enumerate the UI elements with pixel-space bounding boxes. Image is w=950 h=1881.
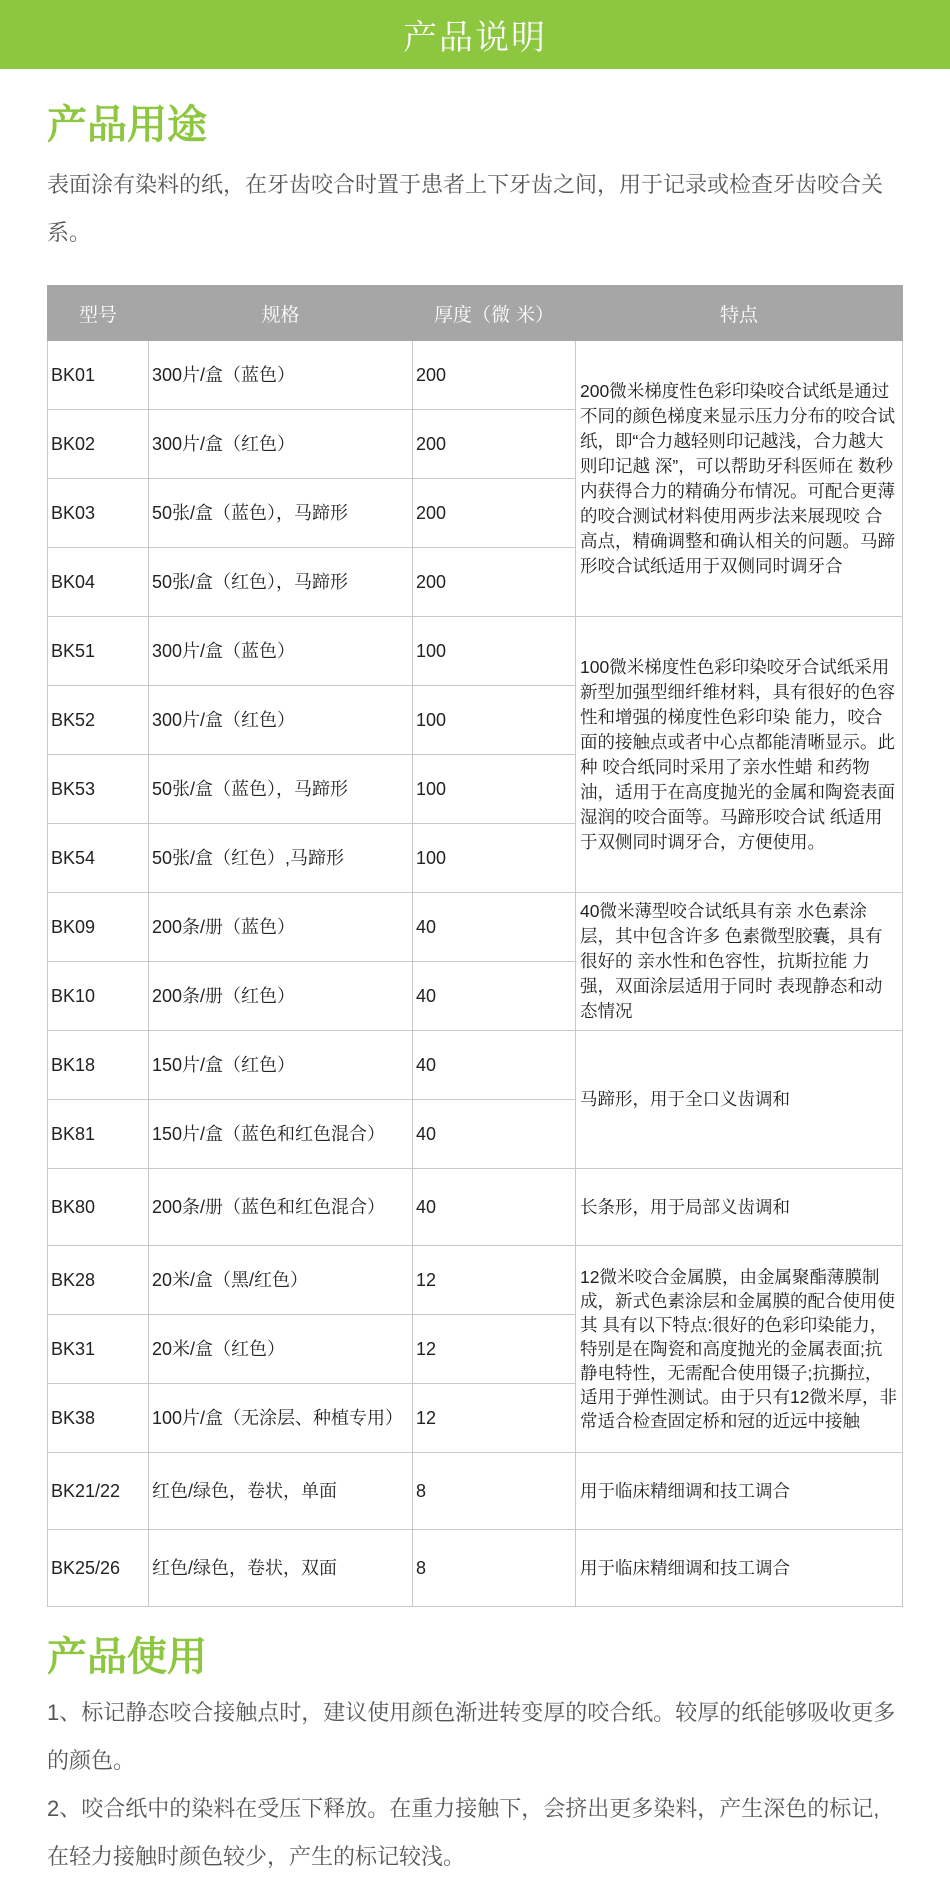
cell-features: 12微米咬合金属膜，由金属聚酯薄膜制成，新式色素涂层和金属膜的配合使用使其 具有以下特点:很好的色彩印染能力，特别是在陶瓷和高度抛光的金属表面;抗静电特性，无需配合使用镊子;抗撕拉，适用于弹性测试。由于只有12微米厚，非常适合检查固定桥和冠的近远中接触: [576, 1246, 903, 1453]
cell-thickness: 100: [413, 686, 576, 755]
cell-model: BK21/22: [48, 1453, 149, 1530]
cell-thickness: 40: [413, 1031, 576, 1100]
usage-item: 1、标记静态咬合接触点时，建议使用颜色渐进转变厚的咬合纸。较厚的纸能够吸收更多的颜色。: [47, 1700, 896, 1773]
cell-model: BK38: [48, 1384, 149, 1453]
cell-model: BK31: [48, 1315, 149, 1384]
table-row: [48, 1530, 903, 1607]
cell-thickness: 200: [413, 341, 576, 410]
cell-thickness: 8: [413, 1453, 576, 1530]
cell-spec: 红色/绿色，卷状，单面: [149, 1453, 413, 1530]
usage-item: 2、咬合纸中的染料在受压下释放。在重力接触下，会挤出更多染料，产生深色的标记,在轻力接触时颜色较少，产生的标记较浅。: [47, 1796, 880, 1869]
cell-model: BK54: [48, 824, 149, 893]
usage-list: [47, 1689, 900, 1881]
cell-thickness: 12: [413, 1246, 576, 1315]
header-banner: [0, 0, 950, 69]
cell-spec: 50张/盒（红色）,马蹄形: [149, 824, 413, 893]
cell-thickness: 100: [413, 617, 576, 686]
header-model: 型号: [48, 286, 149, 341]
cell-model: BK52: [48, 686, 149, 755]
cell-model: BK18: [48, 1031, 149, 1100]
cell-features: 200微米梯度性色彩印染咬合试纸是通过不同的颜色梯度来显示压力分布的咬合试 纸，即“合力越轻则印记越浅，合力越大则印记越 深”，可以帮助牙科医师在 数秒内获得合力的精确分布情况。可配合更薄的咬合测试材料使用两步法来展现咬 合高点，精确调整和确认相关的问题。马蹄形咬合试纸适用于双侧同时调牙合: [576, 341, 903, 617]
cell-model: BK03: [48, 479, 149, 548]
cell-spec: 红色/绿色，卷状，双面: [149, 1530, 413, 1607]
table-row: [48, 1246, 903, 1315]
page-title: 产品说明: [403, 19, 547, 57]
cell-model: BK09: [48, 893, 149, 962]
cell-spec: 200条/册（蓝色和红色混合）: [149, 1169, 413, 1246]
cell-thickness: 40: [413, 1100, 576, 1169]
usage-heading: 产品使用: [47, 1635, 207, 1679]
cell-thickness: 40: [413, 962, 576, 1031]
cell-features: 用于临床精细调和技工调合: [576, 1453, 903, 1530]
cell-thickness: 12: [413, 1384, 576, 1453]
cell-model: BK10: [48, 962, 149, 1031]
cell-thickness: 40: [413, 893, 576, 962]
purpose-heading: 产品用途: [47, 103, 207, 147]
table-row: [48, 1031, 903, 1100]
cell-spec: 200条/册（蓝色）: [149, 893, 413, 962]
table-row: [48, 1453, 903, 1530]
cell-spec: 300片/盒（红色）: [149, 686, 413, 755]
cell-features: 马蹄形，用于全口义齿调和: [576, 1031, 903, 1169]
cell-spec: 200条/册（红色）: [149, 962, 413, 1031]
cell-spec: 20米/盒（黑/红色）: [149, 1246, 413, 1315]
cell-thickness: 12: [413, 1315, 576, 1384]
cell-thickness: 40: [413, 1169, 576, 1246]
table-header-row: [48, 286, 903, 341]
cell-features: 用于临床精细调和技工调合: [576, 1530, 903, 1607]
cell-spec: 50张/盒（红色），马蹄形: [149, 548, 413, 617]
cell-thickness: 100: [413, 755, 576, 824]
cell-spec: 50张/盒（蓝色），马蹄形: [149, 755, 413, 824]
table-row: [48, 1169, 903, 1246]
cell-spec: 300片/盒（蓝色）: [149, 341, 413, 410]
cell-spec: 50张/盒（蓝色），马蹄形: [149, 479, 413, 548]
cell-spec: 300片/盒（红色）: [149, 410, 413, 479]
cell-features: 100微米梯度性色彩印染咬牙合试纸采用新型加强型细纤维材料，具有很好的色容性和增强的梯度性色彩印染 能力，咬合面的接触点或者中心点都能清晰显示。此种 咬合纸同时采用了亲水性蜡 和药物油，适用于在高度抛光的金属和陶瓷表面湿润的咬合面等。马蹄形咬合试 纸适用于双侧同时调牙合，方便使用。: [576, 617, 903, 893]
cell-thickness: 8: [413, 1530, 576, 1607]
cell-model: BK51: [48, 617, 149, 686]
cell-thickness: 100: [413, 824, 576, 893]
cell-thickness: 200: [413, 410, 576, 479]
header-thickness: 厚度（微 米）: [413, 286, 576, 341]
header-features: 特点: [576, 286, 903, 341]
product-table: [47, 285, 903, 1607]
table-row: [48, 893, 903, 962]
cell-thickness: 200: [413, 548, 576, 617]
cell-model: BK53: [48, 755, 149, 824]
cell-spec: 150片/盒（红色）: [149, 1031, 413, 1100]
cell-model: BK25/26: [48, 1530, 149, 1607]
cell-thickness: 200: [413, 479, 576, 548]
cell-model: BK81: [48, 1100, 149, 1169]
cell-model: BK80: [48, 1169, 149, 1246]
cell-model: BK01: [48, 341, 149, 410]
table-row: [48, 617, 903, 686]
cell-spec: 300片/盒（蓝色）: [149, 617, 413, 686]
cell-features: 40微米薄型咬合试纸具有亲 水色素涂层，其中包含许多 色素微型胶囊，具有很好的 亲水性和色容性，抗斯拉能 力强，双面涂层适用于同时 表现静态和动态情况: [576, 893, 903, 1031]
cell-model: BK02: [48, 410, 149, 479]
header-spec: 规格: [149, 286, 413, 341]
cell-model: BK04: [48, 548, 149, 617]
purpose-text: 表面涂有染料的纸，在牙齿咬合时置于患者上下牙齿之间，用于记录或检查牙齿咬合关系。: [47, 172, 884, 245]
product-table-container: [47, 285, 901, 1607]
cell-features: 长条形，用于局部义齿调和: [576, 1169, 903, 1246]
cell-model: BK28: [48, 1246, 149, 1315]
cell-spec: 150片/盒（蓝色和红色混合）: [149, 1100, 413, 1169]
cell-spec: 20米/盒（红色）: [149, 1315, 413, 1384]
table-row: [48, 341, 903, 410]
cell-spec: 100片/盒（无涂层、种植专用）: [149, 1384, 413, 1453]
